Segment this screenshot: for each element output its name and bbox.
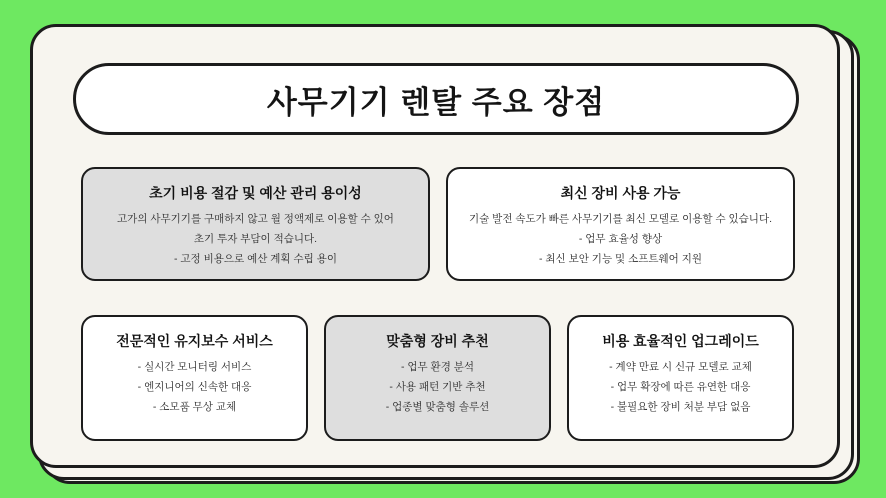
card-line: - 소모품 무상 교체 [152, 401, 237, 414]
card-title: 초기 비용 절감 및 예산 관리 용이성 [149, 185, 362, 201]
main-panel [30, 24, 840, 468]
card-body [117, 213, 394, 266]
benefit-card-latest-equipment[interactable] [446, 167, 795, 281]
card-line: - 업무 환경 분석 [400, 361, 475, 373]
card-body [138, 361, 252, 414]
card-line: - 업종별 맞춤형 솔루션 [385, 401, 490, 414]
title-container [73, 63, 799, 135]
benefits-row-bottom [81, 315, 795, 441]
benefit-card-upgrade[interactable] [567, 315, 794, 441]
card-line: - 불필요한 장비 처분 부담 없음 [610, 401, 751, 414]
card-line: - 엔지니어의 신속한 대응 [137, 381, 252, 394]
page-title: 사무기기 렌탈 주요 장점 [266, 84, 606, 120]
card-title: 비용 효율적인 업그레이드 [602, 333, 759, 349]
benefit-card-maintenance[interactable] [81, 315, 308, 441]
card-title: 전문적인 유지보수 서비스 [116, 333, 273, 349]
benefit-card-initial-cost[interactable] [81, 167, 430, 281]
card-line: - 계약 만료 시 신규 모델로 교체 [609, 361, 752, 373]
benefits-row-top [81, 167, 795, 281]
card-line: 고가의 사무기기를 구매하지 않고 월 정액제로 이용할 수 있어 [117, 213, 394, 225]
card-line: - 최신 보안 기능 및 소프트웨어 지원 [538, 253, 702, 266]
card-line: 초기 투자 부담이 적습니다. [193, 233, 318, 246]
card-title: 최신 장비 사용 가능 [560, 185, 681, 201]
card-line: - 업무 확장에 따른 유연한 대응 [610, 381, 751, 394]
card-body [386, 361, 490, 414]
card-body [469, 213, 772, 266]
card-line: - 고정 비용으로 예산 계획 수립 용이 [173, 253, 337, 266]
card-body [609, 361, 752, 414]
card-title: 맞춤형 장비 추천 [386, 333, 489, 349]
card-line: - 사용 패턴 기반 추천 [389, 381, 486, 394]
card-line: - 실시간 모니터링 서비스 [137, 361, 252, 373]
card-line: 기술 발전 속도가 빠른 사무기기를 최신 모델로 이용할 수 있습니다. [468, 213, 773, 225]
benefit-card-custom-recommendation[interactable] [324, 315, 551, 441]
card-line: - 업무 효율성 향상 [578, 233, 663, 246]
